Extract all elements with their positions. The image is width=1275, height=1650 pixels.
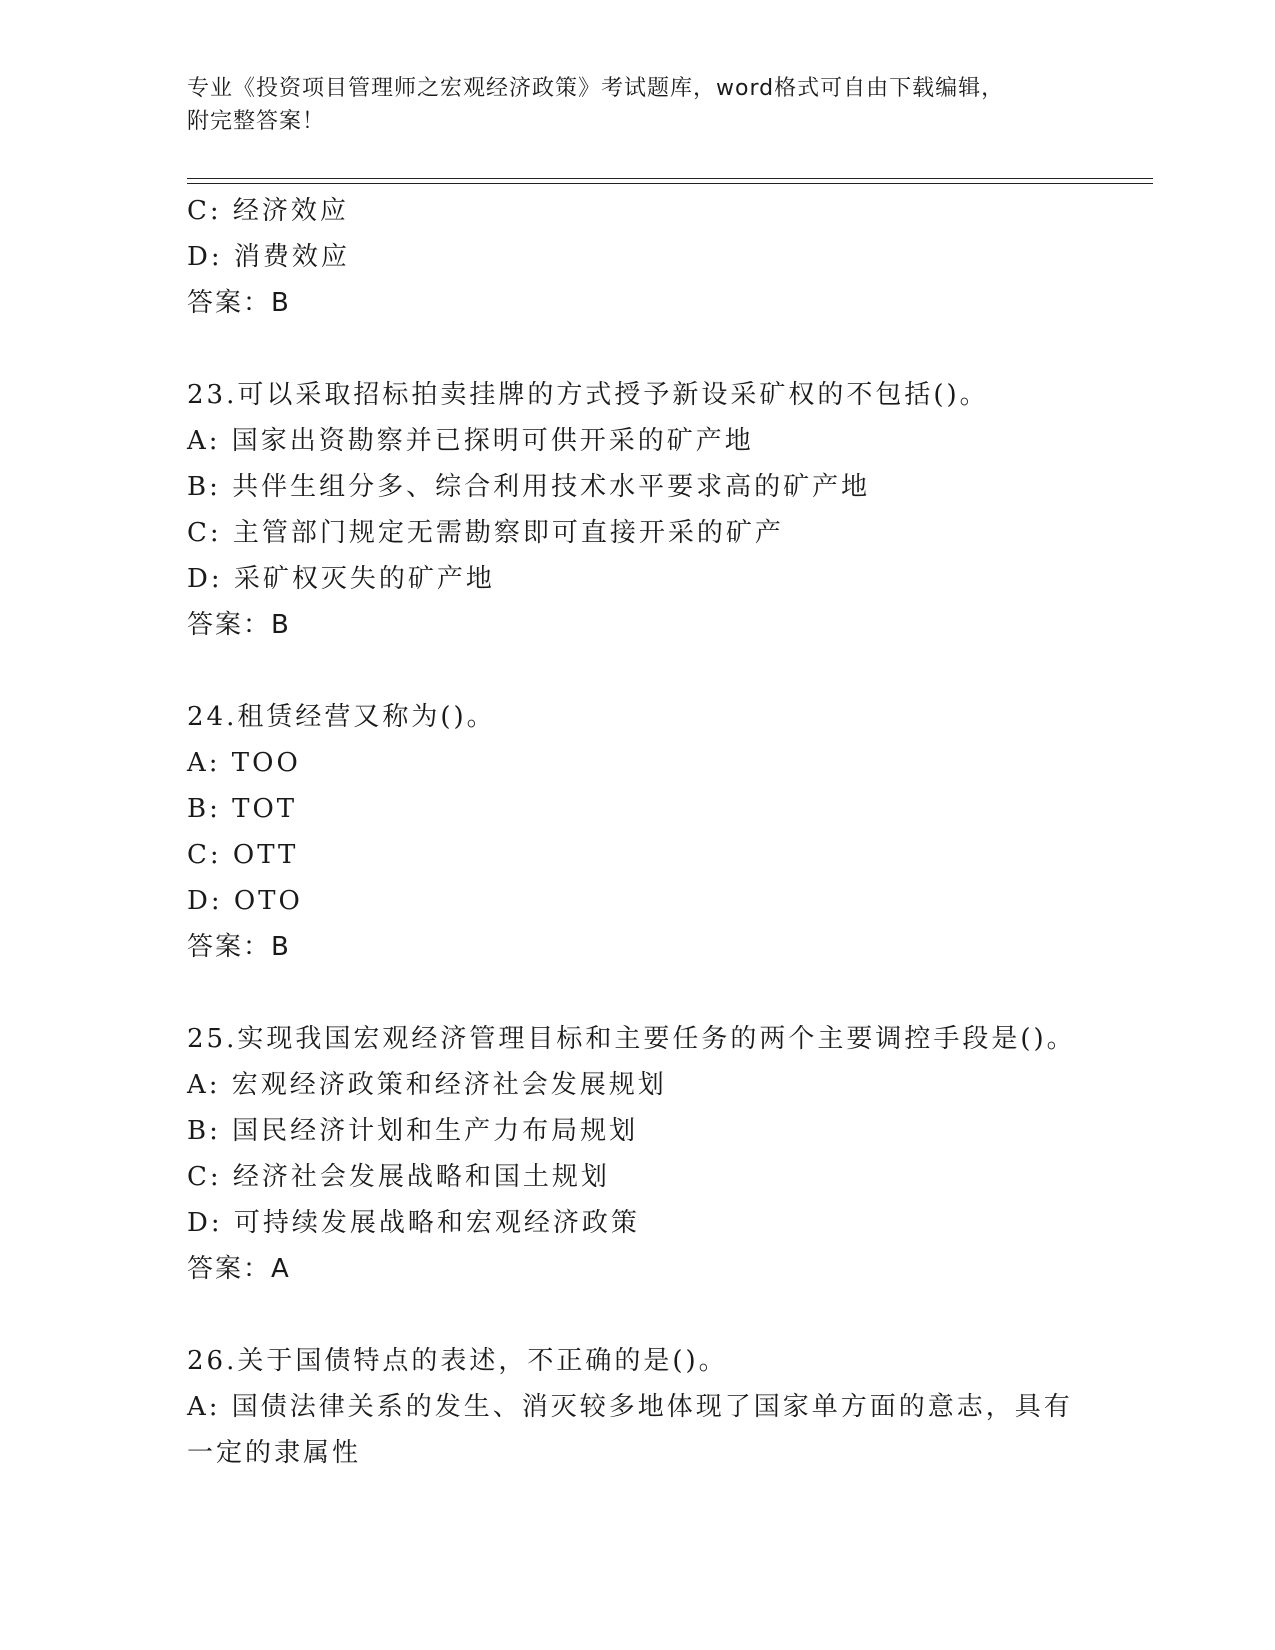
header-line-1: 专业《投资项目管理师之宏观经济政策》考试题库，word格式可自由下载编辑，	[187, 76, 1005, 101]
question-26-option-a-continuation: 一定的隶属性	[187, 1438, 362, 1468]
question-25-option-b: B: 国民经济计划和生产力布局规划	[187, 1116, 639, 1146]
question-25-option-c: C: 经济社会发展战略和国土规划	[187, 1162, 610, 1192]
header-divider-bottom	[187, 183, 1153, 184]
question-24-option-b: B: TOT	[187, 794, 298, 824]
prev-option-d: D: 消费效应	[187, 242, 350, 272]
question-23-option-b: B: 共伴生组分多、综合利用技术水平要求高的矿产地	[187, 472, 871, 502]
question-24-stem: 24.租赁经营又称为()。	[187, 702, 496, 732]
prev-answer: 答案：B	[187, 288, 291, 318]
question-26-stem: 26.关于国债特点的表述，不正确的是()。	[187, 1346, 728, 1376]
prev-option-c: C: 经济效应	[187, 196, 349, 226]
question-25-stem: 25.实现我国宏观经济管理目标和主要任务的两个主要调控手段是()。	[187, 1024, 1076, 1054]
page-header	[187, 72, 1087, 138]
question-26-option-a: A: 国债法律关系的发生、消灭较多地体现了国家单方面的意志，具有	[187, 1392, 1073, 1422]
question-23-option-d: D: 采矿权灭失的矿产地	[187, 564, 495, 594]
question-25-option-a: A: 宏观经济政策和经济社会发展规划	[187, 1070, 667, 1100]
question-24-answer: 答案：B	[187, 932, 291, 962]
question-25-option-d: D: 可持续发展战略和宏观经济政策	[187, 1208, 640, 1238]
question-23-option-a: A: 国家出资勘察并已探明可供开采的矿产地	[187, 426, 754, 456]
question-23-stem: 23.可以采取招标拍卖挂牌的方式授予新设采矿权的不包括()。	[187, 380, 989, 410]
question-list	[187, 188, 1087, 1476]
question-24-option-a: A: TOO	[187, 748, 301, 778]
spacer	[187, 1292, 1087, 1338]
question-23-option-c: C: 主管部门规定无需勘察即可直接开采的矿产	[187, 518, 784, 548]
spacer	[187, 648, 1087, 694]
question-24-option-c: C: OTT	[187, 840, 299, 870]
header-line-2: 附完整答案！	[187, 109, 326, 134]
spacer	[187, 970, 1087, 1016]
header-divider-top	[187, 178, 1153, 179]
question-24-option-d: D: OTO	[187, 886, 303, 916]
spacer	[187, 326, 1087, 372]
question-23-answer: 答案：B	[187, 610, 291, 640]
question-25-answer: 答案：A	[187, 1254, 291, 1284]
